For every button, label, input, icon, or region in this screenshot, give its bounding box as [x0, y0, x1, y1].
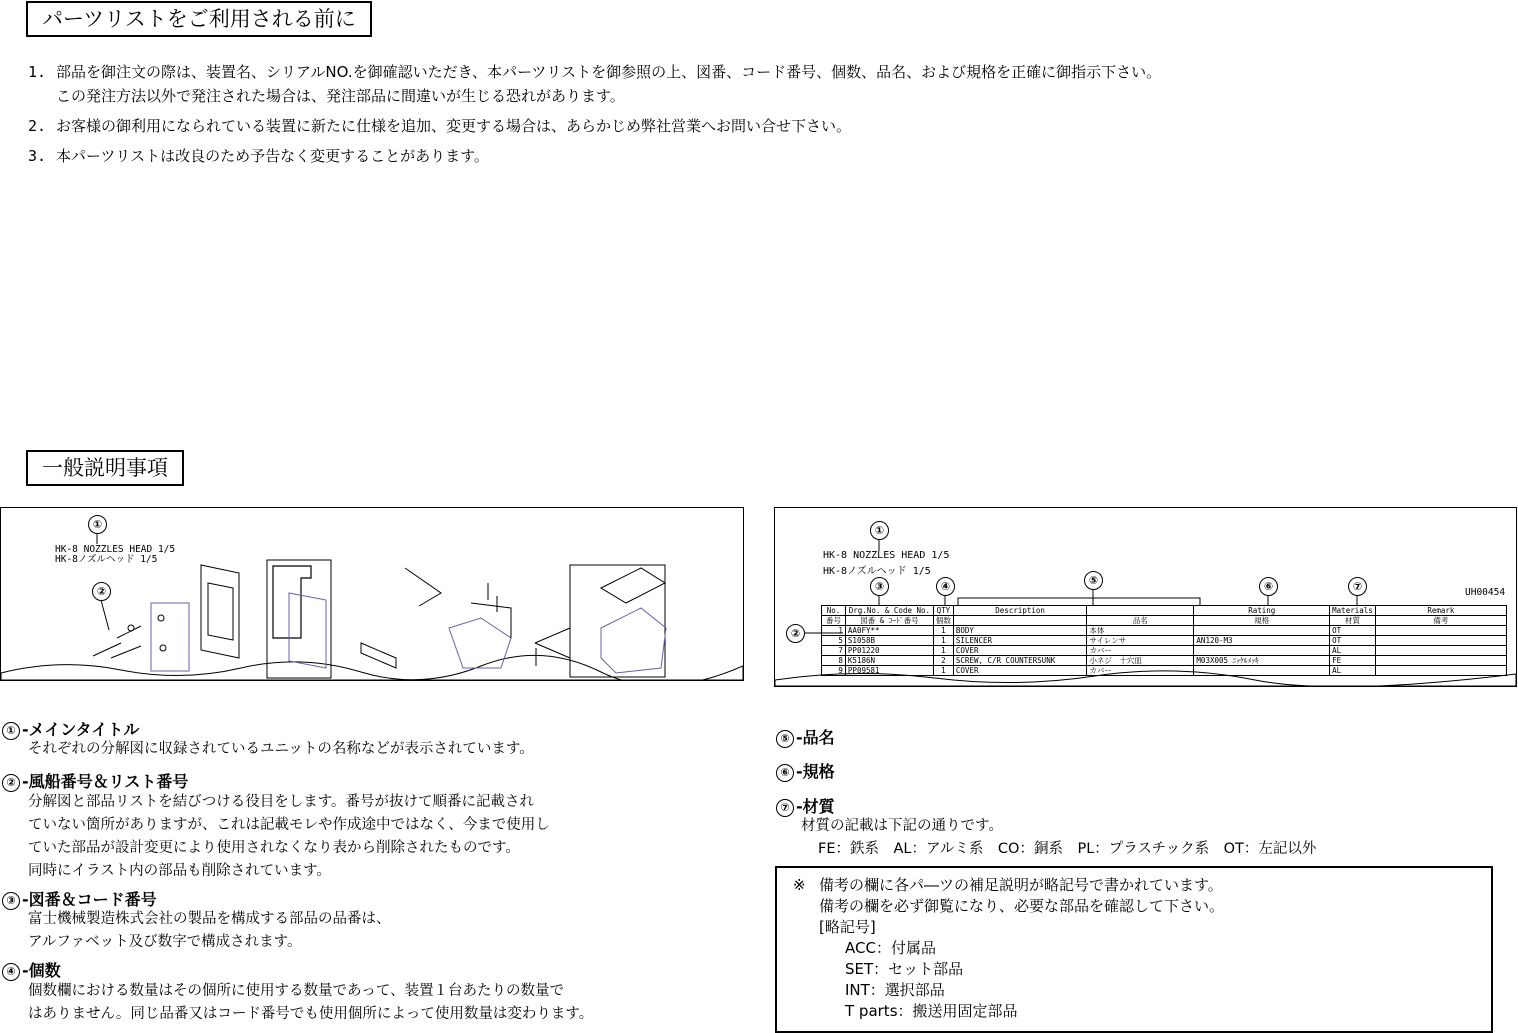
remark-note-box	[775, 866, 1493, 1033]
note-3: 3. 本パーツリストは改良のため予告なく変更することがあります。	[28, 147, 489, 165]
list-title-jp: HK-8ノズルヘッド 1/5	[823, 566, 931, 577]
drawing-number: UH00454	[1465, 587, 1506, 598]
section-main-title: ① -メインタイトル	[2, 717, 139, 740]
section-rating: ⑥ -規格	[776, 759, 835, 782]
parts-table	[821, 605, 1507, 676]
header-before-use: パーツリストをご利用される前に	[26, 1, 372, 37]
section-balloon-number: ② -風船番号＆リスト番号	[2, 769, 188, 792]
note-line: 備考の欄を必ず御覧になり、必要な部品を確認して下さい。	[819, 897, 1225, 915]
callout-description: ⑤	[1084, 571, 1103, 590]
abbrev-set: SET：セット部品	[845, 960, 964, 978]
section-materials-body: 材質の記載は下記の通りです。 FE：鉄系 AL：アルミ系 CO：銅系 PL：プラスチック系 OT：左記以外	[801, 818, 1317, 857]
table-row: 8 K5186N 2 SCREW, C/R COUNTERSUNK 小ネジ 十穴皿 M03X005 ﾆｯｹﾙﾒｯｷ FE	[822, 656, 1507, 666]
section-materials: ⑦ -材質	[776, 794, 835, 817]
callout-1: ①	[88, 515, 107, 534]
section-description: ⑤ -品名	[776, 725, 835, 748]
section-balloon-number-body: 分解図と部品リストを結びつける役目をします。番号が抜けて順番に記載され ていない箇所がありますが、これは記載モレや作成途中ではなく、今まで使用し ていた部品が設計変更により使用されなくなり表から削除されたものです。 同時にイラスト内の部品も削除されています。	[28, 794, 550, 879]
callout-2: ②	[92, 582, 111, 601]
abbrev-t-parts: T parts：搬送用固定部品	[845, 1002, 1018, 1020]
table-header-en: No. Drg.No. & Code No. QTY Description Rating Materials Remark	[822, 606, 1507, 616]
exploded-view-sample	[0, 507, 744, 681]
parts-list-sample	[774, 507, 1517, 687]
header-general-explanation: 一般説明事項	[26, 450, 184, 486]
list-title-en: HK-8 NOZZLES HEAD 1/5	[823, 550, 950, 561]
callout-balloon-no: ②	[786, 624, 805, 643]
table-header-jp: 番号 図番 & ｺｰﾄﾞ番号 個数 品名 規格 材質 備考	[822, 616, 1507, 626]
section-quantity: ④ -個数	[2, 958, 61, 981]
callout-drg-no: ③	[870, 577, 889, 596]
section-drawing-code-number: ③ -図番＆コード番号	[2, 887, 157, 910]
note-mark: ※	[793, 876, 806, 894]
note-1: 1. 部品を御注文の際は、装置名、シリアルNO.を御確認いただき、本パーツリストを御参照の上、図番、コード番号、個数、品名、および規格を正確に御指示下さい。 この発注方法以外で発注された場合は、発注部品に間違いが生じる恐れがあります。	[28, 63, 1162, 105]
table-row: 1 AA0FY** 1 BODY 本体 OT	[822, 626, 1507, 636]
abbrev-acc: ACC：付属品	[845, 939, 936, 957]
section-main-title-body: それぞれの分解図に収録されているユニットの名称などが表示されています。	[28, 741, 534, 757]
section-drawing-code-number-body: 富士機械製造株式会社の製品を構成する部品の品番は、 アルファベット及び数字で構成されます。	[28, 911, 391, 950]
note-line: 備考の欄に各パ―ツの補足説明が略記号で書かれています。	[819, 876, 1223, 894]
callout-qty: ④	[936, 577, 955, 596]
figure-title-en: HK-8 NOZZLES HEAD 1/5	[55, 544, 176, 555]
note-line: [略記号]	[819, 918, 876, 936]
table-row: 9 PP09581 1 COVER カバー AL	[822, 666, 1507, 676]
note-2: 2. お客様の御利用になられている装置に新たに仕様を追加、変更する場合は、あらかじめ弊社営業へお問い合せ下さい。	[28, 117, 852, 135]
figure-title-jp: HK-8ノズルヘッド 1/5	[55, 554, 158, 565]
abbrev-int: INT：選択部品	[845, 981, 945, 999]
callout-main-title: ①	[870, 521, 889, 540]
section-quantity-body: 個数欄における数量はその個所に使用する数量であって、装置１台あたりの数量で はありません。同じ品番又はコード番号でも使用個所によって使用数量は変わります。	[28, 983, 594, 1022]
callout-materials: ⑦	[1348, 577, 1367, 596]
table-row: 7 PP01220 1 COVER カバー AL	[822, 646, 1507, 656]
callout-rating: ⑥	[1259, 577, 1278, 596]
table-row: 5 S1058B 1 SILENCER サイレンサ AN120-M3 OT	[822, 636, 1507, 646]
exploded-view-drawing	[1, 508, 743, 680]
